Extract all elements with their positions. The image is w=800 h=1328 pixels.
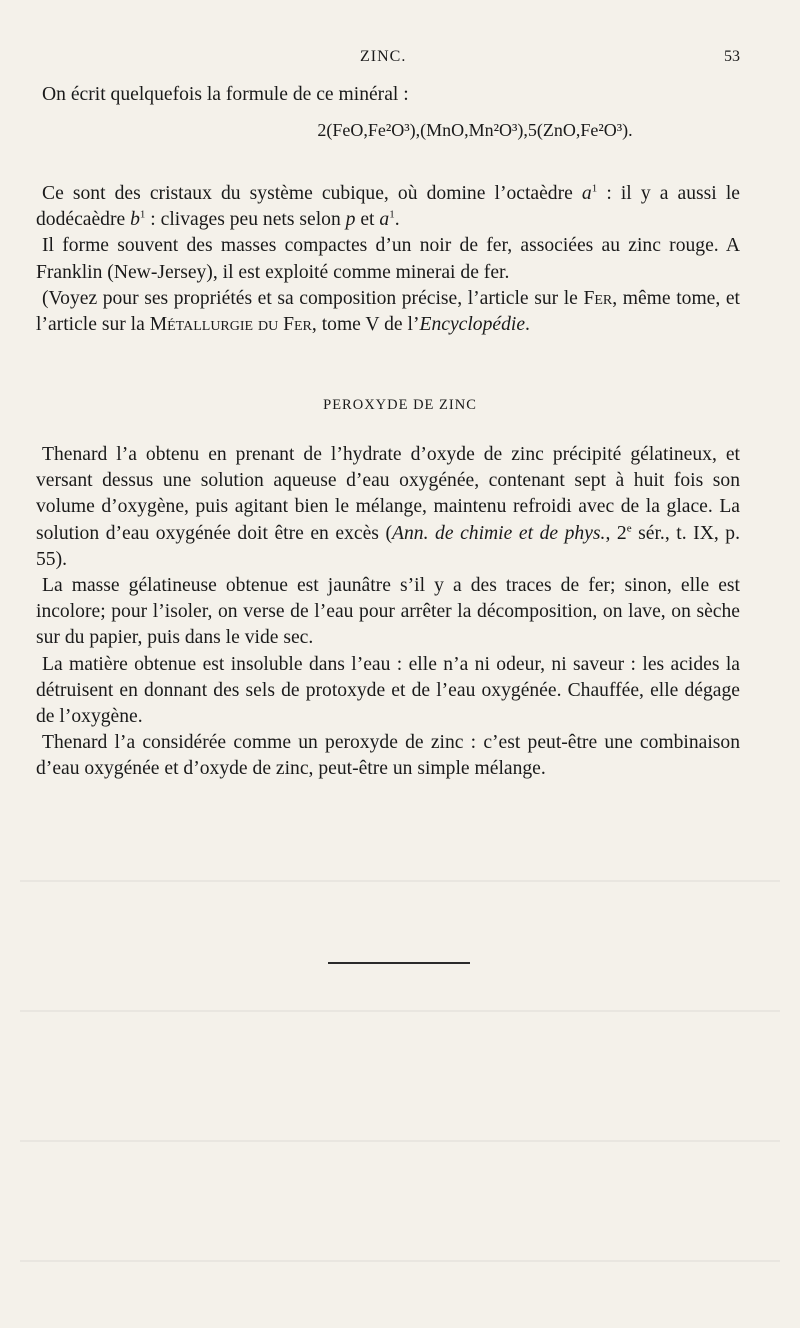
gelatinous-paragraph: La masse gélatineuse obtenue est jaunâtre s’il y a des traces de fer; sinon, elle est incolore; pour l’isoler, on verse de l’eau pour arrêter la décomposition, on lave, on sèche sur du papier, puis dans le vide sec. <box>36 575 740 649</box>
mineral-formula: 2(FeO,Fe²O³),(MnO,Mn²O³),5(ZnO,Fe²O³). <box>317 120 633 140</box>
thenard-paragraph: Thenard l’a obtenu en prenant de l’hydrate d’oxyde de zinc précipité gélatineux, et versant dessus une solution aqueuse d’eau oxygénée, contenant sept à huit fois son volume d’oxygène, puis agitant bien le mélange, maintenu refroidi avec de la glace. La solution d’eau oxygénée doit être en excès (Ann. de chimie et de phys., 2e sér., t. IX, p. 55). <box>36 444 740 570</box>
reference-paragraph: (Voyez pour ses propriétés et sa composition précise, l’article sur le Fer, même tome, et l’article sur la Métallurgie du Fer, tome V de l’Encyclopédie. <box>36 287 740 336</box>
show-through-line <box>20 1010 780 1012</box>
section-end-rule <box>328 962 470 964</box>
peroxide-block <box>36 442 740 783</box>
intro-paragraph <box>36 82 740 108</box>
show-through-line <box>20 880 780 882</box>
properties-paragraph: La matière obtenue est insoluble dans l’eau : elle n’a ni odeur, ni saveur : les acides la détruisent en donnant des sels de protoxyde et de l’eau oxygénée. Chauffée, elle dégage de l’oxygène. <box>36 653 740 728</box>
section-heading: PEROXYDE DE ZINC <box>323 397 477 413</box>
masses-paragraph: Il forme souvent des masses compactes d’un noir de fer, associées au zinc rouge. A Franklin (New-Jersey), il est exploité comme minerai de fer. <box>36 235 740 283</box>
crystal-block <box>36 181 740 338</box>
show-through-line <box>20 1260 780 1262</box>
thenard-conclusion-paragraph: Thenard l’a considérée comme un peroxyde de zinc : c’est peut-être une combinaison d’eau oxygénée et d’oxyde de zinc, peut-être un simple mélange. <box>36 732 740 780</box>
running-title: ZINC. <box>360 48 407 65</box>
show-through-line <box>20 1140 780 1142</box>
intro-line: On écrit quelquefois la formule de ce minéral : <box>42 84 409 105</box>
crystal-paragraph: Ce sont des cristaux du système cubique, où domine l’octaèdre $a^1$ : il y a aussi le dodécaèdre $b^1$ : clivages peu nets selon p et $a^1$. <box>36 182 740 231</box>
page-number: 53 <box>724 48 740 65</box>
running-head <box>0 48 800 70</box>
